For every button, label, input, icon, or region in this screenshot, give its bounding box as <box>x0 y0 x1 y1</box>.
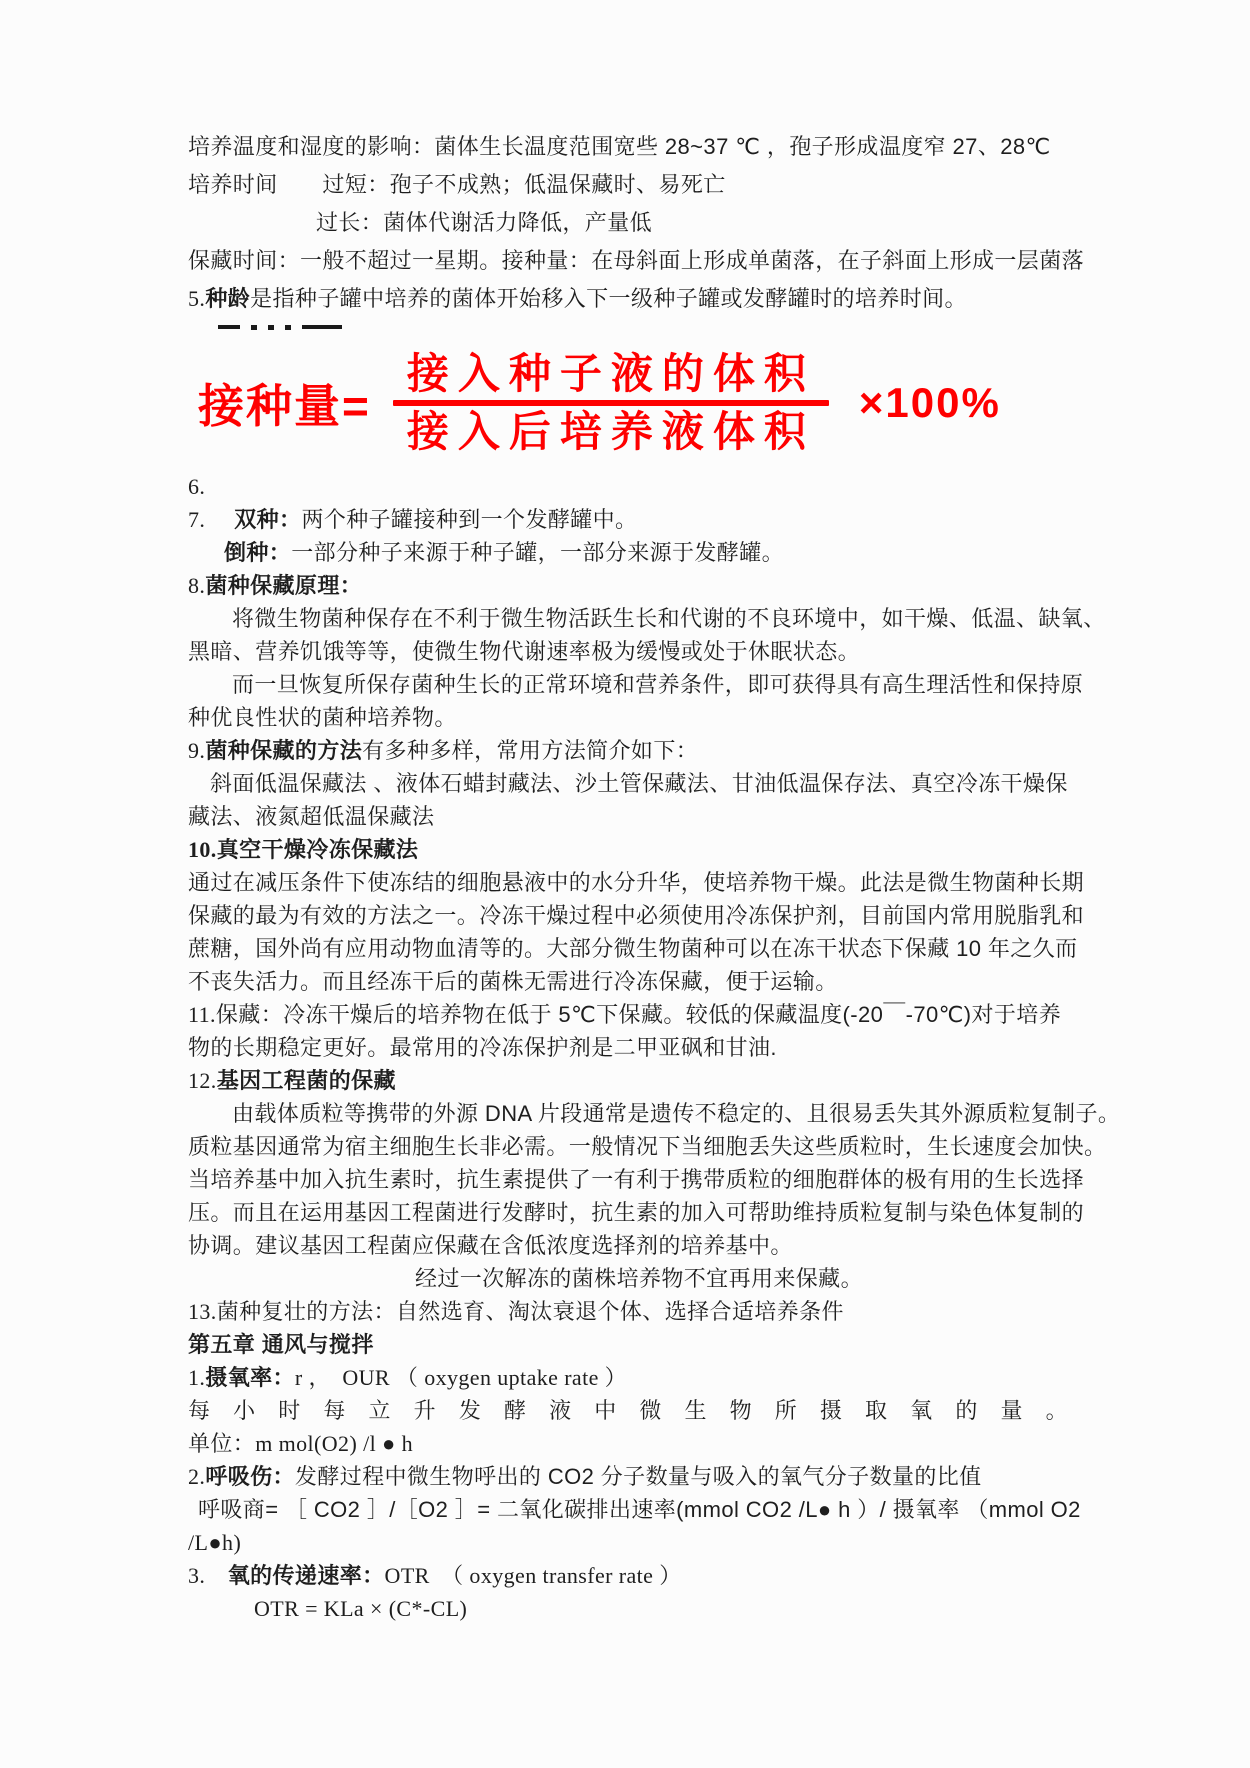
dashed-line-artifact <box>218 322 1090 332</box>
text-line <box>188 1031 1090 1064</box>
text-line <box>188 998 1090 1031</box>
text-segment: 过长：菌体代谢活力降低，产量低 <box>316 210 653 235</box>
text-line <box>188 767 1090 800</box>
text-line <box>188 1097 1121 1130</box>
text-segment: 压。而且在运用基因工程菌进行发酵时，抗生素的加入可帮助维持质粒复制与染色体复制的 <box>188 1200 1085 1225</box>
text-line <box>188 1196 1090 1229</box>
text-line <box>188 1361 1090 1394</box>
inoculation-rate-formula <box>198 342 1090 464</box>
formula-fraction <box>393 348 829 458</box>
text-segment: /L●h) <box>188 1530 242 1555</box>
text-line <box>188 242 1090 280</box>
text-segment: m mol(O2) /l ● h <box>255 1431 413 1456</box>
text-segment: 质粒基因通常为宿主细胞生长非必需。一般情况下当细胞丢失这些质粒时，生长速度会加快。 <box>188 1134 1107 1159</box>
text-segment: 是指种子罐中培养的菌体开始移入下一级种子罐或发酵罐时的培养时间。 <box>250 286 967 311</box>
text-segment: 1. <box>188 1365 206 1390</box>
text-segment: 过短：孢子不成熟；低温保藏时、易死亡 <box>322 172 726 197</box>
text-segment: r ， OUR （ oxygen uptake rate ） <box>294 1365 628 1390</box>
text-segment: 摄氧率： <box>205 1365 295 1390</box>
text-line <box>188 1262 1090 1295</box>
text-segment: 8. <box>188 573 206 598</box>
text-line <box>188 932 1090 965</box>
text-segment: OTR （ oxygen transfer rate ） <box>384 1563 682 1588</box>
text-segment: 种龄 <box>205 286 251 311</box>
text-segment: 13. <box>188 1299 217 1324</box>
text-line <box>188 866 1090 899</box>
text-segment: 真空干燥冷冻保藏法 <box>216 837 419 862</box>
text-segment: 倒种： <box>224 540 292 565</box>
text-segment: 保藏：冷冻干燥后的培养物在低于 5℃下保藏。较低的保藏温度(-20￣-70℃)对于培养 <box>215 1002 1062 1027</box>
text-line <box>188 734 1090 767</box>
text-segment: 协调。建议基因工程菌应保藏在含低浓度选择剂的培养基中。 <box>188 1233 793 1258</box>
text-segment: 一部分种子来源于种子罐，一部分来源于发酵罐。 <box>291 540 785 565</box>
text-segment: 将微生物菌种保存在不利于微生物活跃生长和代谢的不良环境中，如干燥、低温、缺氧、 <box>232 606 1106 631</box>
text-line <box>188 1163 1090 1196</box>
text-segment: 而一旦恢复所保存菌种生长的正常环境和营养条件，即可获得具有高生理活性和保持原 <box>232 672 1084 697</box>
text-line <box>188 833 1090 866</box>
text-line <box>188 668 1090 701</box>
text-segment: 每小时每立升发酵液中微生物所摄取氧的量。 <box>188 1398 1068 1423</box>
text-line <box>188 1460 1090 1493</box>
text-segment: 5. <box>188 286 206 311</box>
notes-paragraph-top <box>188 128 1090 318</box>
text-line <box>188 1064 1090 1097</box>
text-line <box>188 204 1090 242</box>
text-segment: 呼吸商= ［ CO2 ］/［O2 ］= 二氧化碳排出速率(mmol CO2 /L● h ）/ 摄氧率 （mmol O2 <box>198 1497 1081 1522</box>
text-segment: 呼吸伤： <box>205 1464 295 1489</box>
text-segment: OTR = KLa × (C*-CL) <box>254 1596 468 1621</box>
text-line <box>188 701 1090 734</box>
text-line <box>188 1592 1090 1625</box>
dot-segment <box>285 325 291 330</box>
text-segment: 保藏时间：一般不超过一星期。接种量：在母斜面上形成单菌落，在子斜面上形成一层菌落 <box>188 248 1085 273</box>
text-segment: 培养温度和湿度的影响：菌体生长温度范围宽些 28~37 ℃ ，孢子形成温度窄 27、28℃ <box>188 134 1051 159</box>
dash-segment <box>302 325 342 329</box>
text-line <box>188 1130 1107 1163</box>
text-line <box>188 1526 1090 1559</box>
text-segment: 保藏的最为有效的方法之一。冷冻干燥过程中必须使用冷冻保护剂，目前国内常用脱脂乳和 <box>188 903 1085 928</box>
text-line <box>188 800 1090 833</box>
text-segment: 氧的传递速率： <box>227 1563 385 1588</box>
text-segment: 菌种保藏原理： <box>205 573 363 598</box>
text-segment: 10. <box>188 837 217 862</box>
text-segment: 单位： <box>188 1431 256 1456</box>
text-segment: 藏法、液氮超低温保藏法 <box>188 804 435 829</box>
text-line <box>188 536 1090 569</box>
text-line <box>188 899 1090 932</box>
text-segment: 物的长期稳定更好。最常用的冷冻保护剂是二甲亚砜和甘油. <box>188 1035 777 1060</box>
text-line <box>188 602 1106 635</box>
text-segment: 12. <box>188 1068 217 1093</box>
text-segment: 有多种多样，常用方法简介如下： <box>362 738 699 763</box>
text-segment: 11. <box>188 1002 216 1027</box>
text-line <box>188 470 1090 503</box>
text-line <box>188 1394 1068 1427</box>
text-line <box>188 1559 1090 1592</box>
text-line <box>188 1229 1090 1262</box>
text-line <box>188 166 1090 204</box>
text-segment: 6. <box>188 474 206 499</box>
text-segment: 菌种保藏的方法 <box>205 738 363 763</box>
formula-denominator: 接入后培养液体积 <box>406 408 815 455</box>
notes-paragraph-main <box>188 470 1121 1625</box>
text-line <box>188 1328 1090 1361</box>
text-segment: 黑暗、营养饥饿等等，使微生物代谢速率极为缓慢或处于休眠状态。 <box>188 639 861 664</box>
dot-segment <box>251 325 257 330</box>
text-segment: 经过一次解冻的菌株培养物不宜再用来保藏。 <box>414 1266 863 1291</box>
dot-segment <box>268 325 274 330</box>
text-line <box>188 1427 1090 1460</box>
text-line <box>188 280 1090 318</box>
text-segment <box>205 507 234 532</box>
text-segment: 两个种子罐接种到一个发酵罐中。 <box>301 507 638 532</box>
text-line <box>188 1493 1090 1526</box>
text-segment <box>278 172 323 197</box>
text-segment: 由载体质粒等携带的外源 DNA 片段通常是遗传不稳定的、且很易丢失其外源质粒复制子。 <box>232 1101 1121 1126</box>
formula-numerator: 接入种子液的体积 <box>406 350 815 397</box>
text-line <box>188 1295 1090 1328</box>
text-line <box>188 503 1090 536</box>
text-segment: 2. <box>188 1464 206 1489</box>
text-segment: 9. <box>188 738 206 763</box>
text-segment: 培养时间 <box>188 172 278 197</box>
text-segment: 斜面低温保藏法 、液体石蜡封藏法、沙土管保藏法、甘油低温保存法、真空冷冻干燥保 <box>210 771 1068 796</box>
text-line <box>188 569 1090 602</box>
text-segment: 第五章 通风与搅拌 <box>188 1332 374 1357</box>
formula-lhs: 接种量= <box>198 380 371 432</box>
text-segment: 菌种复壮的方法：自然选育、淘汰衰退个体、选择合适培养条件 <box>216 1299 844 1324</box>
text-segment <box>205 1563 227 1588</box>
text-segment: 蔗糖，国外尚有应用动物血清等的。大部分微生物菌种可以在冻干状态下保藏 10 年之久而 <box>188 936 1078 961</box>
text-segment: 双种： <box>234 507 302 532</box>
dash-segment <box>218 325 240 329</box>
text-segment: 7. <box>188 507 206 532</box>
text-segment: 通过在减压条件下使冻结的细胞悬液中的水分升华，使培养物干燥。此法是微生物菌种长期 <box>188 870 1085 895</box>
text-segment: 种优良性状的菌种培养物。 <box>188 705 457 730</box>
text-segment: 3. <box>188 1563 206 1588</box>
text-line <box>188 635 1090 668</box>
text-segment: 当培养基中加入抗生素时，抗生素提供了一有利于携带质粒的细胞群体的极有用的生长选择 <box>188 1167 1085 1192</box>
formula-multiplier: ×100% <box>858 379 1001 426</box>
text-line <box>188 965 1090 998</box>
text-line <box>188 128 1090 166</box>
text-segment: 基因工程菌的保藏 <box>216 1068 396 1093</box>
text-segment: 不丧失活力。而且经冻干后的菌株无需进行冷冻保藏，便于运输。 <box>188 969 838 994</box>
text-segment: 发酵过程中微生物呼出的 CO2 分子数量与吸入的氧气分子数量的比值 <box>294 1464 982 1489</box>
